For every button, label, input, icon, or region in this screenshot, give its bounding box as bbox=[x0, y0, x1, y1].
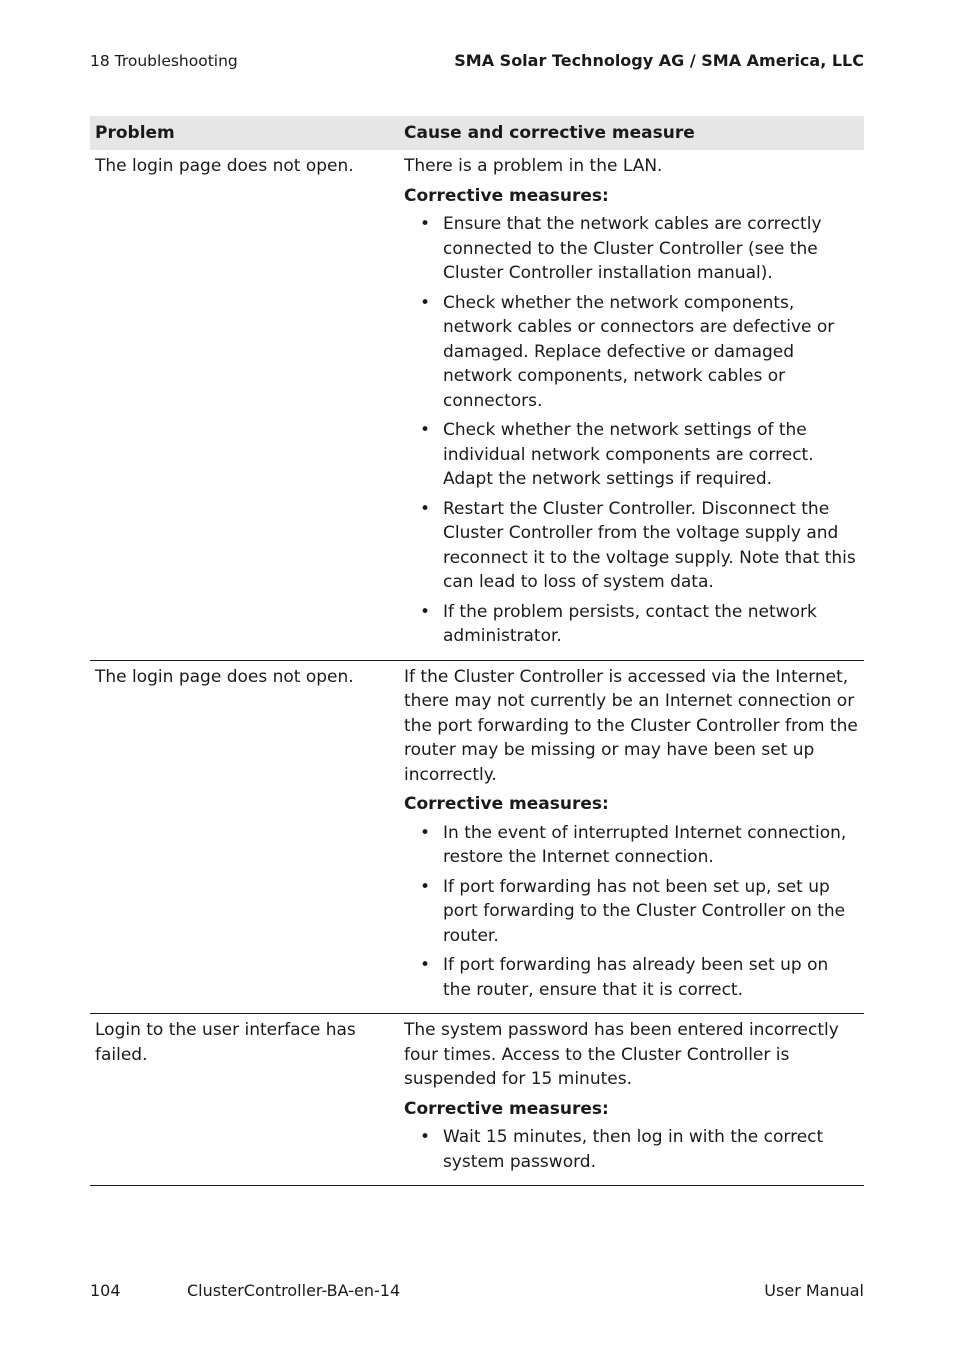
measure-text: Check whether the network components, network cables or connectors are defective or damaged. Replace defective or damaged network components, network cables or connectors. bbox=[443, 292, 835, 411]
bullet-icon: • bbox=[420, 1127, 431, 1147]
document-type: User Manual bbox=[764, 1281, 864, 1300]
table-row bbox=[90, 150, 864, 660]
list-item bbox=[404, 497, 859, 595]
list-item bbox=[404, 1125, 859, 1174]
measure-text: Restart the Cluster Controller. Disconnect the Cluster Controller from the voltage supply and reconnect it to the voltage supply. Note that this can lead to loss of system data. bbox=[443, 498, 856, 592]
running-header-section: 18 Troubleshooting bbox=[90, 52, 238, 70]
cause-text: If the Cluster Controller is accessed via the Internet, there may not currently be an Internet connection or the port forwarding to the Cluster Controller from the router may be missing or may have been set up incorrectly. bbox=[404, 666, 858, 785]
measure-text: If port forwarding has not been set up, set up port forwarding to the Cluster Controller on the router. bbox=[443, 876, 846, 946]
corrective-measures-label: Corrective measures: bbox=[404, 1098, 609, 1119]
cause-text: There is a problem in the LAN. bbox=[404, 156, 663, 176]
corrective-measures-label: Corrective measures: bbox=[404, 185, 609, 206]
problem-cell: Login to the user interface has failed. bbox=[90, 1014, 399, 1186]
measure-text: If port forwarding has already been set up on the router, ensure that it is correct. bbox=[443, 955, 829, 1000]
bullet-icon: • bbox=[420, 876, 431, 897]
table-row bbox=[90, 660, 864, 1014]
list-item bbox=[404, 953, 859, 1002]
cause-cell bbox=[399, 150, 864, 660]
bullet-icon: • bbox=[420, 292, 431, 313]
troubleshooting-table bbox=[90, 116, 864, 1186]
problem-cell: The login page does not open. bbox=[95, 156, 354, 176]
table-header-row bbox=[90, 116, 864, 150]
running-header-company: SMA Solar Technology AG / SMA America, LLC bbox=[454, 51, 864, 70]
problem-cell: The login page does not open. bbox=[90, 660, 399, 1014]
list-item bbox=[404, 212, 859, 286]
measure-text: If the problem persists, contact the network administrator. bbox=[443, 601, 817, 646]
list-item bbox=[404, 418, 859, 492]
list-item bbox=[404, 875, 859, 949]
document-code: ClusterController-BA-en-14 bbox=[187, 1281, 401, 1300]
measures-list bbox=[404, 821, 859, 1003]
bullet-icon: • bbox=[420, 214, 431, 234]
bullet-icon: • bbox=[420, 601, 431, 622]
measures-list bbox=[404, 1125, 859, 1174]
measures-list bbox=[404, 212, 859, 649]
table-row bbox=[90, 1014, 864, 1186]
measure-text: In the event of interrupted Internet connection, restore the Internet connection. bbox=[443, 822, 847, 867]
list-item bbox=[404, 291, 859, 414]
column-header-problem: Problem bbox=[90, 116, 399, 150]
bullet-icon: • bbox=[420, 822, 431, 843]
measure-text: Ensure that the network cables are correctly connected to the Cluster Controller (see the Cluster Controller installation manual). bbox=[443, 214, 822, 283]
cause-text: The system password has been entered incorrectly four times. Access to the Cluster Controller is suspended for 15 minutes. bbox=[404, 1020, 839, 1089]
bullet-icon: • bbox=[420, 955, 431, 975]
cause-cell bbox=[399, 660, 864, 1014]
bullet-icon: • bbox=[420, 420, 431, 440]
column-header-cause: Cause and corrective measure bbox=[399, 116, 864, 150]
list-item bbox=[404, 600, 859, 649]
list-item bbox=[404, 821, 859, 870]
cause-cell bbox=[399, 1014, 864, 1186]
bullet-icon: • bbox=[420, 498, 431, 519]
measure-text: Wait 15 minutes, then log in with the correct system password. bbox=[443, 1127, 824, 1172]
page-number: 104 bbox=[90, 1281, 121, 1300]
corrective-measures-label: Corrective measures: bbox=[404, 794, 609, 814]
measure-text: Check whether the network settings of the individual network components are correct. Adapt the network settings if required. bbox=[443, 420, 814, 489]
